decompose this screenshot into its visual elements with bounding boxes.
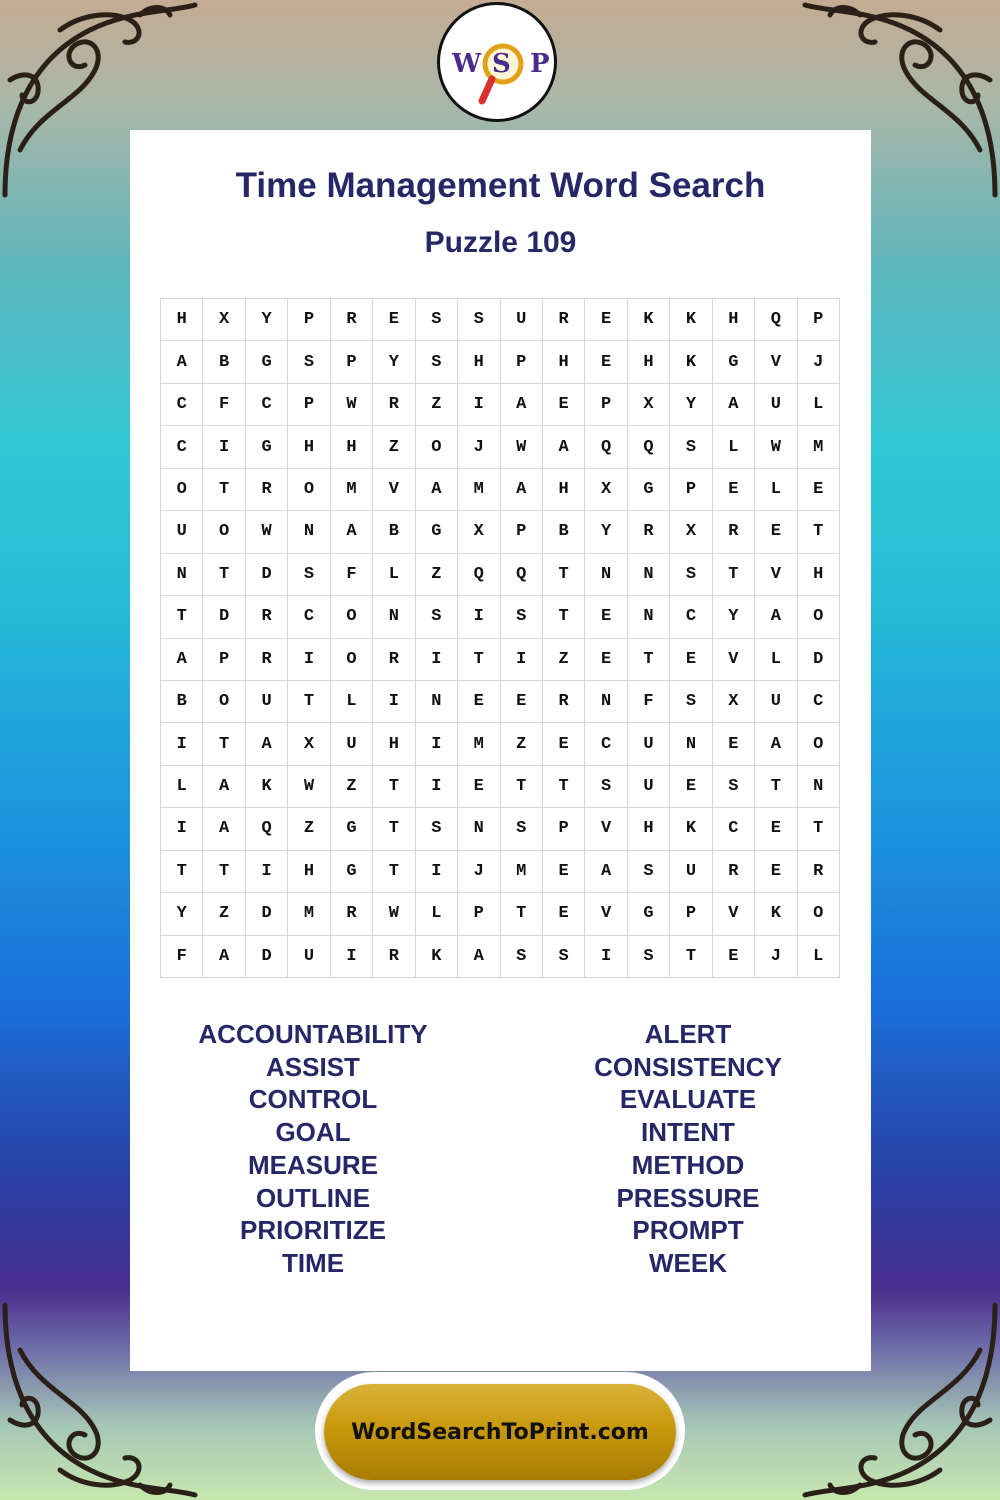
grid-cell[interactable]: X [585, 469, 627, 511]
grid-cell[interactable]: H [543, 469, 585, 511]
grid-cell[interactable]: S [416, 596, 458, 638]
grid-cell[interactable]: R [543, 681, 585, 723]
logo-letter-w: W [452, 49, 482, 79]
grid-cell[interactable]: L [331, 681, 373, 723]
word-list-item: CONTROL [248, 1084, 378, 1115]
grid-cell[interactable]: L [373, 554, 415, 596]
grid-cell[interactable]: I [416, 723, 458, 765]
grid-cell[interactable]: P [543, 808, 585, 850]
grid-cell[interactable]: X [458, 511, 500, 553]
grid-cell[interactable]: H [458, 341, 500, 383]
grid-cell[interactable]: H [161, 299, 203, 341]
grid-cell[interactable]: S [628, 851, 670, 893]
grid-cell[interactable]: P [501, 341, 543, 383]
grid-cell[interactable]: R [246, 639, 288, 681]
grid-cell[interactable]: Z [203, 893, 245, 935]
grid-cell[interactable]: T [543, 554, 585, 596]
grid-cell[interactable]: E [755, 511, 797, 553]
grid-cell[interactable]: S [628, 936, 670, 978]
grid-cell[interactable]: P [798, 299, 840, 341]
grid-cell[interactable]: A [501, 469, 543, 511]
grid-cell[interactable]: C [161, 426, 203, 468]
grid-cell[interactable]: T [798, 808, 840, 850]
grid-cell[interactable]: G [628, 893, 670, 935]
logo-letter-s: S [492, 49, 511, 79]
grid-cell[interactable]: E [543, 893, 585, 935]
grid-cell[interactable]: H [798, 554, 840, 596]
grid-cell[interactable]: E [713, 936, 755, 978]
grid-cell[interactable]: C [585, 723, 627, 765]
grid-cell[interactable]: E [670, 766, 712, 808]
grid-cell[interactable]: P [501, 511, 543, 553]
word-list-item: GOAL [275, 1117, 351, 1148]
grid-cell[interactable]: G [416, 511, 458, 553]
word-list-right [538, 1018, 838, 1280]
grid-cell[interactable]: U [755, 384, 797, 426]
grid-cell[interactable]: I [373, 681, 415, 723]
grid-cell[interactable]: G [331, 808, 373, 850]
word-list-item: WEEK [649, 1247, 727, 1278]
word-list-item: ASSIST [266, 1051, 360, 1082]
word-list-item: ACCOUNTABILITY [198, 1019, 428, 1049]
grid-cell[interactable]: I [161, 723, 203, 765]
grid-cell[interactable]: R [798, 851, 840, 893]
grid-cell[interactable]: R [373, 384, 415, 426]
word-list-left [163, 1018, 463, 1280]
grid-cell[interactable]: O [331, 639, 373, 681]
grid-cell[interactable]: E [543, 851, 585, 893]
grid-cell[interactable]: P [288, 384, 330, 426]
grid-cell[interactable]: N [628, 554, 670, 596]
grid-cell[interactable]: A [161, 341, 203, 383]
grid-cell[interactable]: I [331, 936, 373, 978]
grid-cell[interactable]: P [585, 384, 627, 426]
grid-cell[interactable]: K [416, 936, 458, 978]
grid-cell[interactable]: Z [501, 723, 543, 765]
grid-cell[interactable]: J [798, 341, 840, 383]
word-list-item: METHOD [631, 1149, 745, 1180]
grid-cell[interactable]: T [203, 851, 245, 893]
grid-cell[interactable]: E [585, 299, 627, 341]
grid-cell[interactable]: E [585, 341, 627, 383]
grid-cell[interactable]: H [713, 299, 755, 341]
grid-cell[interactable]: U [331, 723, 373, 765]
website-link-label: WordSearchToPrint.com [351, 1419, 649, 1445]
grid-cell[interactable]: K [670, 299, 712, 341]
grid-cell[interactable]: A [246, 723, 288, 765]
word-list-item: OUTLINE [255, 1182, 371, 1213]
grid-cell[interactable]: R [373, 936, 415, 978]
grid-cell[interactable]: S [713, 766, 755, 808]
grid-cell[interactable]: Z [331, 766, 373, 808]
grid-cell[interactable]: P [458, 893, 500, 935]
grid-cell[interactable]: A [585, 851, 627, 893]
word-list-item: EVALUATE [619, 1084, 757, 1115]
grid-cell[interactable]: C [246, 384, 288, 426]
grid-cell[interactable]: G [246, 426, 288, 468]
grid-cell[interactable]: Q [246, 808, 288, 850]
grid-cell[interactable]: I [416, 851, 458, 893]
grid-cell[interactable]: D [246, 893, 288, 935]
grid-cell[interactable]: T [713, 554, 755, 596]
grid-cell[interactable]: S [670, 426, 712, 468]
grid-cell[interactable]: Z [416, 384, 458, 426]
grid-cell[interactable]: L [416, 893, 458, 935]
grid-cell[interactable]: Y [246, 299, 288, 341]
grid-cell[interactable]: J [458, 426, 500, 468]
grid-cell[interactable]: A [203, 936, 245, 978]
grid-cell[interactable]: T [501, 893, 543, 935]
grid-cell[interactable]: M [501, 851, 543, 893]
grid-cell[interactable]: S [501, 936, 543, 978]
grid-cell[interactable]: N [288, 511, 330, 553]
grid-cell[interactable]: K [755, 893, 797, 935]
grid-cell[interactable]: A [713, 384, 755, 426]
grid-cell[interactable]: U [670, 851, 712, 893]
grid-cell[interactable]: L [161, 766, 203, 808]
grid-cell[interactable]: E [458, 681, 500, 723]
grid-cell[interactable]: V [585, 893, 627, 935]
website-link-button[interactable] [324, 1384, 676, 1480]
grid-cell[interactable]: D [203, 596, 245, 638]
grid-cell[interactable]: Z [373, 426, 415, 468]
grid-cell[interactable]: F [628, 681, 670, 723]
grid-cell[interactable]: V [713, 893, 755, 935]
grid-cell[interactable]: O [798, 596, 840, 638]
grid-cell[interactable]: E [713, 469, 755, 511]
grid-cell[interactable]: N [798, 766, 840, 808]
grid-cell[interactable]: V [755, 341, 797, 383]
grid-cell[interactable]: A [331, 511, 373, 553]
grid-cell[interactable]: L [755, 469, 797, 511]
grid-cell[interactable]: E [543, 384, 585, 426]
grid-cell[interactable]: X [670, 511, 712, 553]
grid-cell[interactable]: N [373, 596, 415, 638]
grid-cell[interactable]: R [246, 469, 288, 511]
grid-cell[interactable]: B [161, 681, 203, 723]
grid-cell[interactable]: R [543, 299, 585, 341]
grid-cell[interactable]: N [458, 808, 500, 850]
grid-cell[interactable]: P [203, 639, 245, 681]
grid-cell[interactable]: G [246, 341, 288, 383]
grid-cell[interactable]: U [246, 681, 288, 723]
puzzle-sheet [130, 130, 871, 1371]
grid-cell[interactable]: C [670, 596, 712, 638]
grid-cell[interactable]: N [161, 554, 203, 596]
page-title: Time Management Word Search [235, 166, 766, 205]
grid-cell[interactable]: S [670, 681, 712, 723]
grid-cell[interactable]: S [288, 554, 330, 596]
grid-cell[interactable]: N [585, 681, 627, 723]
grid-cell[interactable]: X [203, 299, 245, 341]
grid-cell[interactable]: G [713, 341, 755, 383]
grid-cell[interactable]: I [203, 426, 245, 468]
grid-cell[interactable]: E [670, 639, 712, 681]
grid-cell[interactable]: Y [713, 596, 755, 638]
grid-cell[interactable]: S [543, 936, 585, 978]
grid-cell[interactable]: R [713, 851, 755, 893]
grid-cell[interactable]: A [203, 766, 245, 808]
grid-cell[interactable]: P [331, 341, 373, 383]
grid-cell[interactable]: V [713, 639, 755, 681]
grid-cell[interactable]: Z [543, 639, 585, 681]
word-list-item: TIME [281, 1247, 345, 1278]
grid-cell[interactable]: X [713, 681, 755, 723]
grid-cell[interactable]: E [755, 808, 797, 850]
grid-cell[interactable]: A [203, 808, 245, 850]
grid-cell[interactable]: C [161, 384, 203, 426]
grid-cell[interactable]: M [331, 469, 373, 511]
grid-cell[interactable]: O [416, 426, 458, 468]
grid-cell[interactable]: V [585, 808, 627, 850]
grid-cell[interactable]: S [288, 341, 330, 383]
grid-cell[interactable]: V [755, 554, 797, 596]
grid-cell[interactable]: I [585, 936, 627, 978]
grid-cell[interactable]: Q [585, 426, 627, 468]
grid-cell[interactable]: L [755, 639, 797, 681]
word-list-item: PROMPT [632, 1215, 744, 1246]
word-list-item: INTENT [641, 1117, 735, 1148]
word-list-item: PRESSURE [616, 1182, 760, 1213]
grid-cell[interactable]: U [628, 766, 670, 808]
grid-cell[interactable]: M [288, 893, 330, 935]
grid-cell[interactable]: O [798, 723, 840, 765]
grid-cell[interactable]: C [713, 808, 755, 850]
grid-cell[interactable]: A [458, 936, 500, 978]
grid-cell[interactable]: T [373, 851, 415, 893]
grid-cell[interactable]: S [585, 766, 627, 808]
grid-cell[interactable]: O [798, 893, 840, 935]
grid-cell[interactable]: K [670, 341, 712, 383]
grid-cell[interactable]: W [331, 384, 373, 426]
grid-cell[interactable]: T [755, 766, 797, 808]
grid-cell[interactable]: T [458, 639, 500, 681]
grid-cell[interactable]: G [628, 469, 670, 511]
grid-cell[interactable]: E [458, 766, 500, 808]
grid-cell[interactable]: A [501, 384, 543, 426]
puzzle-number: Puzzle 109 [424, 226, 577, 259]
grid-cell[interactable]: M [458, 723, 500, 765]
word-list-item: MEASURE [247, 1149, 378, 1180]
grid-cell[interactable]: U [501, 299, 543, 341]
grid-cell[interactable]: G [331, 851, 373, 893]
grid-cell[interactable]: N [416, 681, 458, 723]
grid-cell[interactable]: Z [288, 808, 330, 850]
grid-cell[interactable]: X [628, 384, 670, 426]
grid-cell[interactable]: I [246, 851, 288, 893]
grid-cell[interactable]: H [331, 426, 373, 468]
grid-cell[interactable]: E [713, 723, 755, 765]
grid-cell[interactable]: C [798, 681, 840, 723]
grid-cell[interactable]: A [755, 596, 797, 638]
grid-cell[interactable]: E [585, 639, 627, 681]
grid-cell[interactable]: I [458, 596, 500, 638]
grid-cell[interactable]: T [628, 639, 670, 681]
grid-cell[interactable]: S [458, 299, 500, 341]
grid-cell[interactable]: E [501, 681, 543, 723]
grid-cell[interactable]: W [246, 511, 288, 553]
grid-cell[interactable]: J [458, 851, 500, 893]
grid-cell[interactable]: R [713, 511, 755, 553]
grid-cell[interactable]: N [670, 723, 712, 765]
grid-cell[interactable]: L [713, 426, 755, 468]
grid-cell[interactable]: A [416, 469, 458, 511]
grid-cell[interactable]: O [203, 681, 245, 723]
grid-cell[interactable]: X [288, 723, 330, 765]
grid-cell[interactable]: A [161, 639, 203, 681]
grid-cell[interactable]: H [288, 426, 330, 468]
grid-cell[interactable]: D [246, 554, 288, 596]
grid-cell[interactable]: Y [670, 384, 712, 426]
grid-cell[interactable]: Y [161, 893, 203, 935]
word-list-item: PRIORITIZE [240, 1215, 386, 1246]
grid-cell[interactable]: Q [501, 554, 543, 596]
grid-cell[interactable]: K [246, 766, 288, 808]
grid-cell[interactable]: S [416, 341, 458, 383]
grid-cell[interactable]: L [798, 384, 840, 426]
wsp-logo[interactable] [437, 2, 557, 122]
grid-cell[interactable]: H [373, 723, 415, 765]
letter-grid [160, 298, 840, 978]
grid-cell[interactable]: R [331, 893, 373, 935]
word-list-item: ALERT [644, 1019, 732, 1049]
grid-cell[interactable]: E [373, 299, 415, 341]
grid-cell[interactable]: N [585, 554, 627, 596]
grid-cell[interactable]: L [798, 936, 840, 978]
grid-cell[interactable]: R [331, 299, 373, 341]
grid-cell[interactable]: T [203, 554, 245, 596]
grid-cell[interactable]: B [203, 341, 245, 383]
grid-cell[interactable]: Z [416, 554, 458, 596]
grid-cell[interactable]: F [203, 384, 245, 426]
grid-cell[interactable]: S [670, 554, 712, 596]
grid-cell[interactable]: P [670, 893, 712, 935]
grid-cell[interactable]: T [798, 511, 840, 553]
grid-cell[interactable]: T [288, 681, 330, 723]
grid-cell[interactable]: C [288, 596, 330, 638]
grid-cell[interactable]: Y [585, 511, 627, 553]
grid-cell[interactable]: Q [458, 554, 500, 596]
grid-cell[interactable]: N [628, 596, 670, 638]
grid-cell[interactable]: S [501, 808, 543, 850]
grid-cell[interactable]: H [628, 808, 670, 850]
grid-cell[interactable]: R [628, 511, 670, 553]
grid-cell[interactable]: I [161, 808, 203, 850]
grid-cell[interactable]: T [161, 596, 203, 638]
grid-cell[interactable]: D [246, 936, 288, 978]
grid-cell[interactable]: B [373, 511, 415, 553]
grid-cell[interactable]: A [755, 723, 797, 765]
grid-cell[interactable]: F [331, 554, 373, 596]
grid-cell[interactable]: Q [628, 426, 670, 468]
grid-cell[interactable]: W [755, 426, 797, 468]
grid-cell[interactable]: R [246, 596, 288, 638]
grid-cell[interactable]: D [798, 639, 840, 681]
grid-cell[interactable]: M [458, 469, 500, 511]
grid-cell[interactable]: E [585, 596, 627, 638]
grid-cell[interactable]: H [628, 341, 670, 383]
grid-cell[interactable]: I [416, 766, 458, 808]
grid-cell[interactable]: W [288, 766, 330, 808]
grid-cell[interactable]: F [161, 936, 203, 978]
grid-cell[interactable]: P [670, 469, 712, 511]
grid-cell[interactable]: Y [373, 341, 415, 383]
grid-cell[interactable]: T [543, 766, 585, 808]
grid-cell[interactable]: U [288, 936, 330, 978]
grid-cell[interactable]: T [203, 469, 245, 511]
grid-cell[interactable]: O [161, 469, 203, 511]
grid-cell[interactable]: W [373, 893, 415, 935]
logo-letter-p: P [530, 49, 550, 79]
grid-cell[interactable]: V [373, 469, 415, 511]
grid-cell[interactable]: I [458, 384, 500, 426]
grid-cell[interactable]: T [373, 766, 415, 808]
grid-cell[interactable]: E [798, 469, 840, 511]
grid-cell[interactable]: A [543, 426, 585, 468]
grid-cell[interactable]: T [670, 936, 712, 978]
grid-cell[interactable]: S [416, 299, 458, 341]
grid-cell[interactable]: H [288, 851, 330, 893]
grid-cell[interactable]: K [628, 299, 670, 341]
grid-cell[interactable]: U [755, 681, 797, 723]
grid-cell[interactable]: R [373, 639, 415, 681]
grid-cell[interactable]: M [798, 426, 840, 468]
grid-cell[interactable]: T [373, 808, 415, 850]
grid-cell[interactable]: J [755, 936, 797, 978]
grid-cell[interactable]: E [543, 723, 585, 765]
grid-cell[interactable]: S [501, 596, 543, 638]
grid-cell[interactable]: O [331, 596, 373, 638]
grid-cell[interactable]: T [501, 766, 543, 808]
grid-cell[interactable]: O [288, 469, 330, 511]
word-list-item: CONSISTENCY [594, 1051, 782, 1082]
grid-cell[interactable]: Q [755, 299, 797, 341]
grid-cell[interactable]: U [161, 511, 203, 553]
grid-cell[interactable]: U [628, 723, 670, 765]
grid-cell[interactable]: K [670, 808, 712, 850]
grid-cell[interactable]: I [501, 639, 543, 681]
grid-cell[interactable]: W [501, 426, 543, 468]
grid-cell[interactable]: T [543, 596, 585, 638]
grid-cell[interactable]: S [416, 808, 458, 850]
grid-cell[interactable]: I [416, 639, 458, 681]
grid-cell[interactable]: I [288, 639, 330, 681]
grid-cell[interactable]: B [543, 511, 585, 553]
grid-cell[interactable]: T [161, 851, 203, 893]
grid-cell[interactable]: E [755, 851, 797, 893]
grid-cell[interactable]: T [203, 723, 245, 765]
grid-cell[interactable]: P [288, 299, 330, 341]
grid-cell[interactable]: O [203, 511, 245, 553]
grid-cell[interactable]: H [543, 341, 585, 383]
